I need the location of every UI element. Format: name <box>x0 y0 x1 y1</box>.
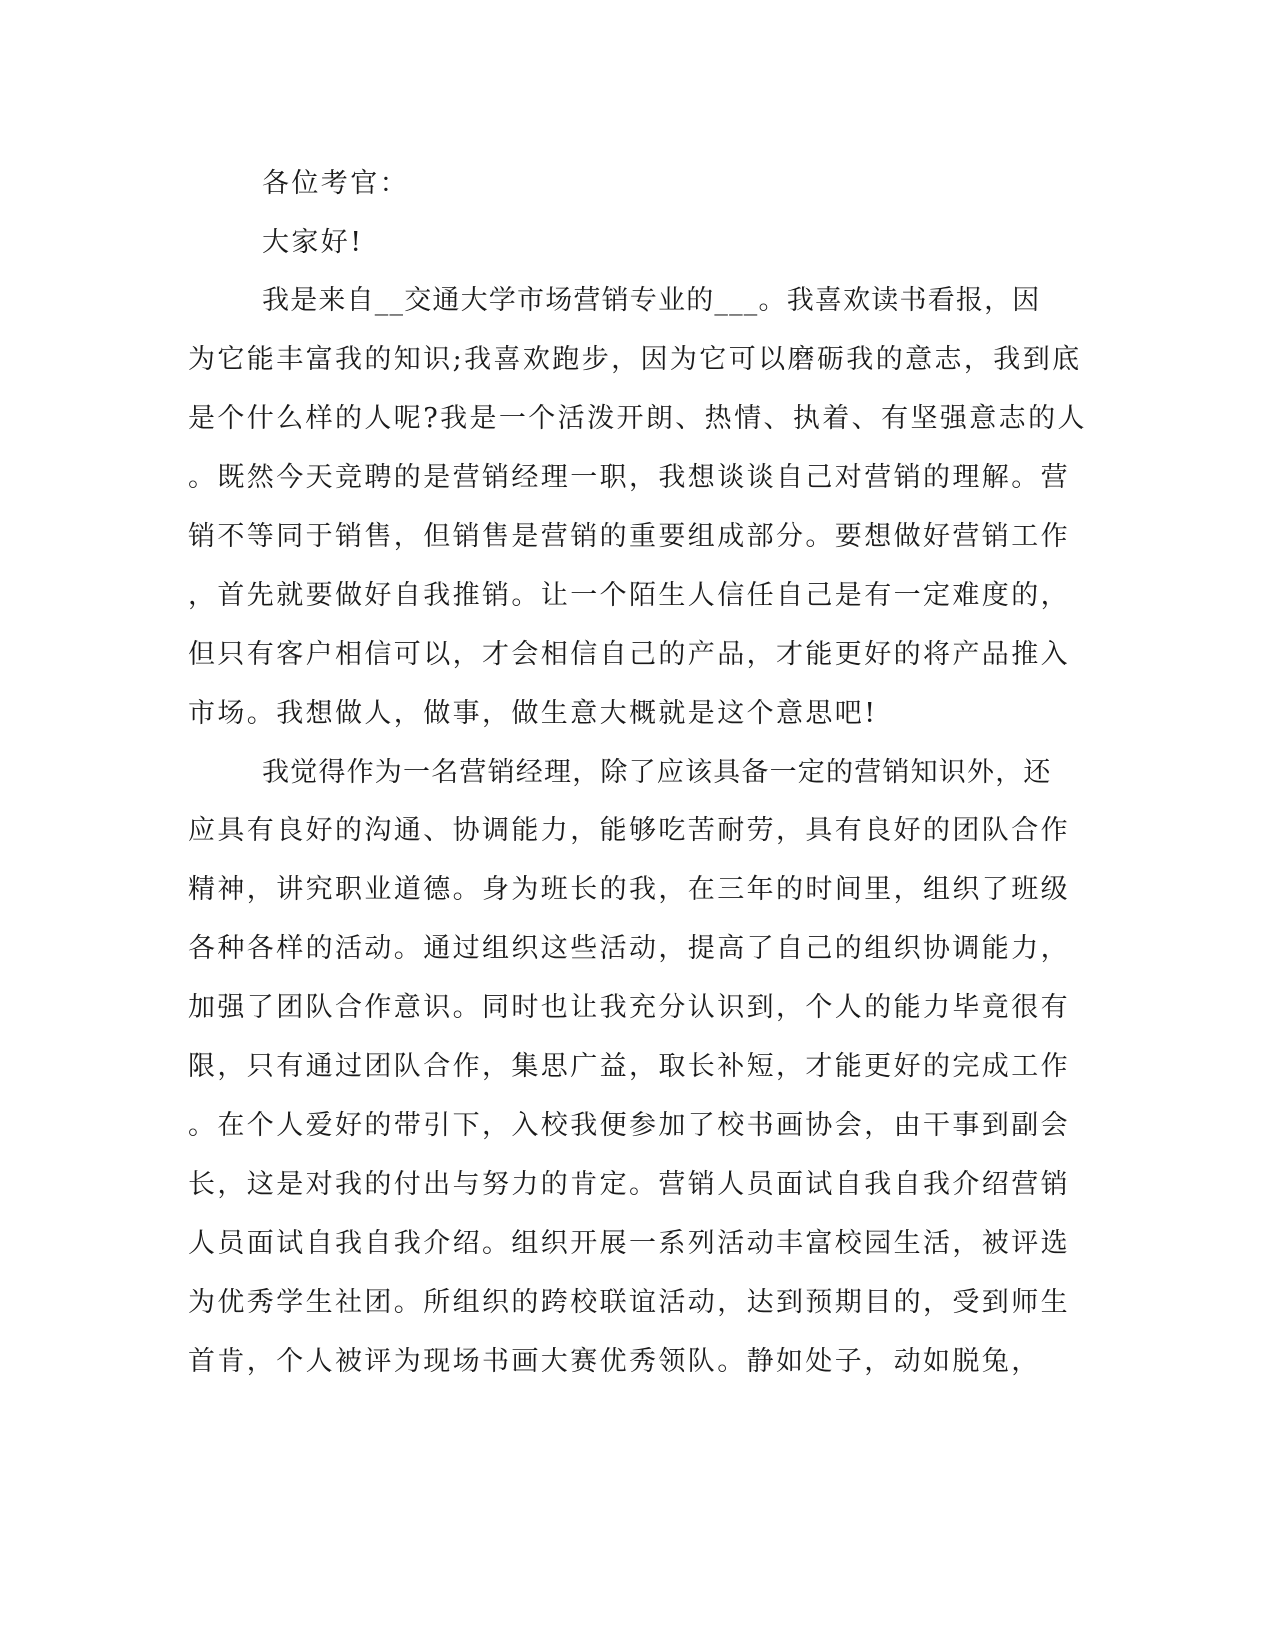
paragraph-line: 市场。我想做人，做事，做生意大概就是这个意思吧! <box>188 698 878 729</box>
paragraph-line: 加强了团队合作意识。同时也让我充分认识到，个人的能力毕竟很有 <box>188 992 1070 1023</box>
paragraph-line: ，首先就要做好自我推销。让一个陌生人信任自己是有一定难度的， <box>188 580 1070 611</box>
paragraph-line: 人员面试自我自我介绍。组织开展一系列活动丰富校园生活，被评选 <box>188 1228 1070 1259</box>
paragraph-line: 各种各样的活动。通过组织这些活动，提高了自己的组织协调能力， <box>188 933 1070 964</box>
paragraph-line: 为它能丰富我的知识;我喜欢跑步，因为它可以磨砺我的意志，我到底 <box>188 344 1082 375</box>
paragraph-line: 我觉得作为一名营销经理，除了应该具备一定的营销知识外，还 <box>262 757 1052 788</box>
paragraph-line: 长，这是对我的付出与努力的肯定。营销人员面试自我自我介绍营销 <box>188 1169 1070 1200</box>
paragraph-line: 应具有良好的沟通、协调能力，能够吃苦耐劳，具有良好的团队合作 <box>188 815 1070 846</box>
paragraph-line: 销不等同于销售，但销售是营销的重要组成部分。要想做好营销工作 <box>188 521 1070 552</box>
paragraph-line: 限，只有通过团队合作，集思广益，取长补短，才能更好的完成工作 <box>188 1051 1070 1082</box>
salutation: 各位考官： <box>262 168 409 199</box>
paragraph-line: 但只有客户相信可以，才会相信自己的产品，才能更好的将产品推入 <box>188 639 1070 670</box>
paragraph-line: 首肯，个人被评为现场书画大赛优秀领队。静如处子，动如脱兔， <box>188 1346 1041 1377</box>
paragraph-line: 我是来自__交通大学市场营销专业的___。我喜欢读书看报，因 <box>262 285 1041 316</box>
paragraph-line: 。在个人爱好的带引下，入校我便参加了校书画协会，由干事到副会 <box>188 1110 1070 1141</box>
paragraph-line: 精神，讲究职业道德。身为班长的我，在三年的时间里，组织了班级 <box>188 874 1070 905</box>
paragraph-line: 是个什么样的人呢?我是一个活泼开朗、热情、执着、有坚强意志的人 <box>188 403 1087 434</box>
paragraph-line: 为优秀学生社团。所组织的跨校联谊活动，达到预期目的，受到师生 <box>188 1287 1070 1318</box>
greeting: 大家好! <box>262 227 364 258</box>
paragraph-line: 。既然今天竞聘的是营销经理一职，我想谈谈自己对营销的理解。营 <box>188 462 1070 493</box>
